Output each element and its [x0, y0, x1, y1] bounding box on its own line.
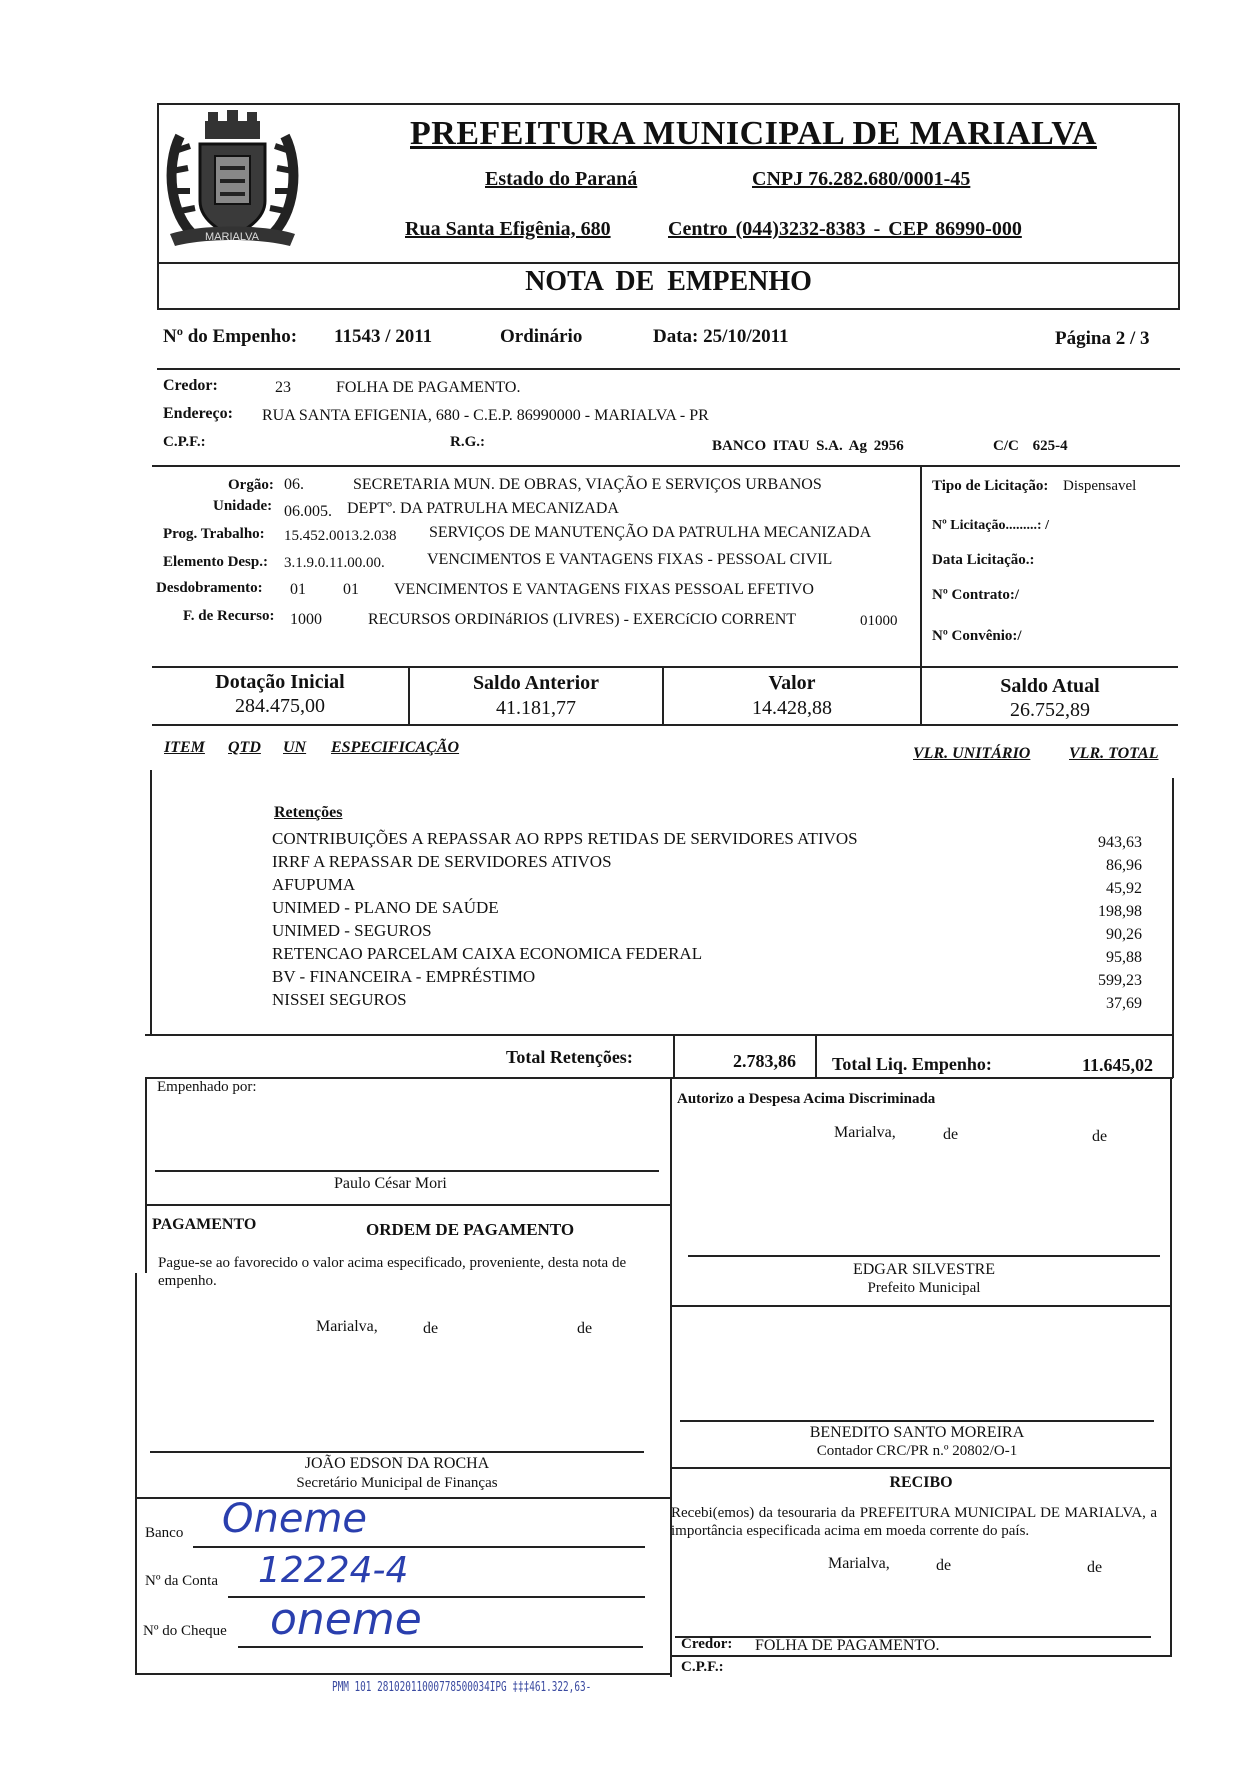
- endereco-label: Endereço:: [163, 405, 233, 422]
- tipo-licitacao-label: Tipo de Licitação:: [932, 478, 1049, 494]
- ordem-pagamento-label: ORDEM DE PAGAMENTO: [366, 1220, 575, 1239]
- sig-left-border-2: [135, 1273, 137, 1673]
- saldo-atual-value: 26.752,89: [1010, 699, 1090, 721]
- state-name: Estado do Paraná: [485, 168, 638, 190]
- banco-label: Banco: [145, 1525, 184, 1541]
- retencao-row: [272, 967, 1142, 990]
- autorizo-text: Autorizo a Despesa Acima Discriminada: [677, 1091, 936, 1107]
- total-retencoes-label: Total Retenções:: [506, 1047, 633, 1067]
- empenhado-label: Empenhado por:: [157, 1079, 257, 1095]
- total-liq-value: 11.645,02: [1082, 1055, 1154, 1075]
- total-retencoes-value: 2.783,86: [733, 1051, 796, 1071]
- banco-handwritten: Oneme: [222, 1496, 368, 1542]
- dotacao-label: Dotação Inicial: [215, 671, 345, 693]
- autorizo-de-2: de: [1092, 1128, 1108, 1145]
- empenho-date: Data: 25/10/2011: [653, 326, 789, 347]
- pague-se-text: Pague-se ao favorecido o valor acima especificado, proveniente, desta nota de empenho.: [158, 1255, 627, 1289]
- recurso-code2: 01000: [860, 613, 898, 629]
- retencao-row: [272, 944, 1142, 967]
- cheque-label: Nº do Cheque: [143, 1623, 227, 1639]
- recibo-credor-value: FOLHA DE PAGAMENTO.: [755, 1637, 940, 1654]
- retencao-value: 599,23: [1098, 972, 1142, 989]
- pagamento-city: Marialva,: [316, 1318, 378, 1335]
- prog-desc: SERVIÇOS DE MANUTENÇÃO DA PATRULHA MECANIZADA: [429, 524, 872, 541]
- credor-code: 23: [275, 379, 291, 396]
- recurso-code: 1000: [290, 611, 322, 628]
- contrato-number: Nº Contrato:/: [932, 587, 1020, 603]
- retencao-desc: CONTRIBUIÇÕES A REPASSAR AO RPPS RETIDAS DE SERVIDORES ATIVOS: [272, 829, 858, 848]
- elem-desc: VENCIMENTOS E VANTAGENS FIXAS - PESSOAL CIVIL: [427, 551, 833, 568]
- items-right-border: [1172, 778, 1174, 1035]
- retencao-row: [272, 829, 1142, 852]
- recibo-de-2: de: [1087, 1559, 1103, 1576]
- licitacao-date: Data Licitação.:: [932, 552, 1035, 568]
- col-un: UN: [283, 739, 307, 756]
- desd-desc: VENCIMENTOS E VANTAGENS FIXAS PESSOAL EFETIVO: [394, 581, 814, 598]
- conta-handwritten: 12224-4: [258, 1550, 409, 1591]
- secretario-name: JOÃO EDSON DA ROCHA: [304, 1455, 490, 1472]
- district-phone-cep: Centro (044)3232-8383 - CEP 86990-000: [668, 218, 1022, 240]
- prog-label: Prog. Trabalho:: [163, 526, 265, 542]
- total-liq-label: Total Liq. Empenho:: [832, 1054, 992, 1074]
- recibo-de-1: de: [936, 1557, 952, 1574]
- contador-title: Contador CRC/PR n.º 20802/O-1: [816, 1443, 1018, 1459]
- bank-cc: C/C 625-4: [993, 438, 1068, 454]
- secretario-sign-line: [150, 1451, 644, 1453]
- retencao-desc: AFUPUMA: [272, 875, 356, 894]
- saldo-anterior-value: 41.181,77: [496, 697, 576, 719]
- prefeito-title: Prefeito Municipal: [867, 1280, 981, 1296]
- secretario-title: Secretário Municipal de Finanças: [296, 1475, 498, 1491]
- credor-name: FOLHA DE PAGAMENTO.: [336, 379, 521, 396]
- retencao-row: [272, 852, 1142, 875]
- retencoes-list: [272, 829, 1142, 1013]
- autorizo-city: Marialva,: [834, 1124, 896, 1141]
- retencao-row: [272, 990, 1142, 1013]
- endereco-value: RUA SANTA EFIGENIA, 680 - C.E.P. 86990000 - MARIALVA - PR: [262, 407, 709, 424]
- saldo-atual-label: Saldo Atual: [1000, 675, 1100, 697]
- cpf-label: C.P.F.:: [163, 434, 206, 450]
- retencao-value: 90,26: [1106, 926, 1142, 943]
- retencao-value: 198,98: [1098, 903, 1142, 920]
- pagamento-top-line: [145, 1204, 672, 1206]
- licitacao-number: Nº Licitação.........: /: [932, 518, 1049, 533]
- recibo-credor-label: Credor:: [681, 1636, 733, 1652]
- unidade-desc: DEPTº. DA PATRULHA MECANIZADA: [347, 500, 619, 517]
- pagamento-de-2: de: [577, 1320, 593, 1337]
- bank-info: BANCO ITAU S.A. Ag 2956: [712, 438, 904, 454]
- document-title: NOTA DE EMPENHO: [525, 266, 812, 297]
- col-item: ITEM: [164, 739, 205, 756]
- convenio-number: Nº Convênio:/: [932, 628, 1022, 644]
- empenho-number: 11543 / 2011: [334, 326, 433, 347]
- pagamento-label: PAGAMENTO: [152, 1216, 257, 1233]
- col-especificacao: ESPECIFICAÇÃO: [331, 739, 460, 756]
- unidade-label: Unidade:: [213, 498, 273, 514]
- totals-sep-2: [815, 1034, 817, 1078]
- credor-label: Credor:: [163, 377, 218, 394]
- tipo-licitacao-value: Dispensavel: [1063, 478, 1137, 494]
- prog-code: 15.452.0013.2.038: [284, 528, 397, 544]
- sig-center-border: [670, 1077, 672, 1677]
- unidade-code: 06.005.: [284, 503, 332, 520]
- recibo-text: Recebi(emos) da tesouraria da PREFEITURA MUNICIPAL DE MARIALVA, a importância especificada acima em moeda corrente do país.: [671, 1505, 1157, 1539]
- balances-bottom-line: [152, 724, 1178, 726]
- valor-value: 14.428,88: [752, 697, 832, 719]
- orgao-code: 06.: [284, 476, 304, 493]
- retencao-desc: UNIMED - PLANO DE SAÚDE: [272, 898, 499, 917]
- cheque-handwritten: oneme: [270, 1594, 422, 1645]
- retencao-desc: UNIMED - SEGUROS: [272, 921, 432, 940]
- retencao-value: 45,92: [1106, 880, 1142, 897]
- prefeito-bottom-line: [670, 1305, 1172, 1307]
- valor-label: Valor: [768, 672, 816, 694]
- rg-label: R.G.:: [450, 434, 485, 450]
- contador-name: BENEDITO SANTO MOREIRA: [809, 1424, 1025, 1441]
- city-crest-logo: [160, 106, 305, 256]
- totals-top-line: [145, 1034, 1173, 1036]
- sig-right-border: [1170, 1077, 1172, 1657]
- retencao-value: 95,88: [1106, 949, 1142, 966]
- col-vlr-total: VLR. TOTAL: [1069, 745, 1159, 762]
- sig-left-border: [145, 1077, 147, 1273]
- orgao-label: Orgão:: [228, 477, 274, 493]
- recibo-title: RECIBO: [889, 1474, 953, 1491]
- saldo-anterior-label: Saldo Anterior: [472, 672, 600, 694]
- empenhado-name: Paulo César Mori: [334, 1175, 447, 1192]
- retencao-row: [272, 921, 1142, 944]
- recibo-city: Marialva,: [828, 1555, 890, 1572]
- recibo-top-line: [670, 1467, 1172, 1469]
- retencao-value: 86,96: [1106, 857, 1142, 874]
- crest-text: MARIALVA: [205, 231, 259, 243]
- footer-code: PMM 101 28102011000778500034IPG ‡‡‡461.322,63-: [332, 1680, 592, 1695]
- totals-bottom-line: [145, 1077, 1173, 1079]
- items-left-border: [150, 770, 152, 1035]
- cheque-line: [238, 1646, 643, 1648]
- col-qtd: QTD: [228, 739, 261, 756]
- autorizo-de-1: de: [943, 1126, 959, 1143]
- totals-sep-1: [673, 1034, 675, 1078]
- prefeito-sign-line: [688, 1255, 1160, 1257]
- retencoes-title: Retenções: [274, 804, 343, 821]
- retencao-desc: RETENCAO PARCELAM CAIXA ECONOMICA FEDERAL: [272, 944, 703, 963]
- col-vlr-unitario: VLR. UNITÁRIO: [913, 745, 1031, 762]
- retencao-row: [272, 875, 1142, 898]
- empenho-label: Nº do Empenho:: [163, 326, 298, 347]
- recurso-desc: RECURSOS ORDINáRIOS (LIVRES) - EXERCíCIO CORRENT: [368, 611, 797, 628]
- creditor-divider: [152, 465, 1180, 467]
- desd-label: Desdobramento:: [156, 580, 263, 596]
- payment-top-line: [135, 1497, 672, 1499]
- dotacao-value: 284.475,00: [235, 695, 325, 717]
- empenhado-sign-line: [155, 1170, 659, 1172]
- cnpj: CNPJ 76.282.680/0001-45: [752, 168, 971, 190]
- elem-label: Elemento Desp.:: [163, 554, 268, 570]
- retencao-desc: BV - FINANCEIRA - EMPRÉSTIMO: [272, 967, 536, 986]
- recibo-bottom-line: [670, 1655, 1172, 1657]
- desd-code2: 01: [343, 581, 359, 598]
- recurso-label: F. de Recurso:: [183, 608, 275, 624]
- street-address: Rua Santa Efigênia, 680: [405, 218, 611, 240]
- retencao-row: [272, 898, 1142, 921]
- desd-code1: 01: [290, 581, 306, 598]
- empenho-type: Ordinário: [500, 326, 583, 347]
- conta-label: Nº da Conta: [145, 1573, 218, 1589]
- header-divider: [157, 262, 1180, 264]
- page-indicator: Página 2 / 3: [1055, 328, 1150, 349]
- pagamento-de-1: de: [423, 1320, 439, 1337]
- orgao-desc: SECRETARIA MUN. DE OBRAS, VIAÇÃO E SERVIÇOS URBANOS: [353, 476, 822, 493]
- retencao-desc: NISSEI SEGUROS: [272, 990, 407, 1009]
- elem-code: 3.1.9.0.11.00.00.: [284, 555, 385, 571]
- budget-vertical-divider: [920, 466, 922, 666]
- org-title: PREFEITURA MUNICIPAL DE MARIALVA: [410, 115, 1097, 152]
- payment-bottom-line: [135, 1673, 672, 1675]
- balances-top-line: [152, 666, 1178, 668]
- totals-right: [1172, 1034, 1174, 1078]
- meta-divider: [157, 368, 1180, 370]
- retencao-value: 37,69: [1106, 995, 1142, 1012]
- retencao-desc: IRRF A REPASSAR DE SERVIDORES ATIVOS: [272, 852, 612, 871]
- recibo-cpf-label: C.P.F.:: [681, 1659, 724, 1675]
- prefeito-name: EDGAR SILVESTRE: [852, 1261, 996, 1278]
- retencao-value: 943,63: [1098, 834, 1142, 851]
- contador-sign-line: [680, 1420, 1154, 1422]
- banco-line: [193, 1546, 645, 1548]
